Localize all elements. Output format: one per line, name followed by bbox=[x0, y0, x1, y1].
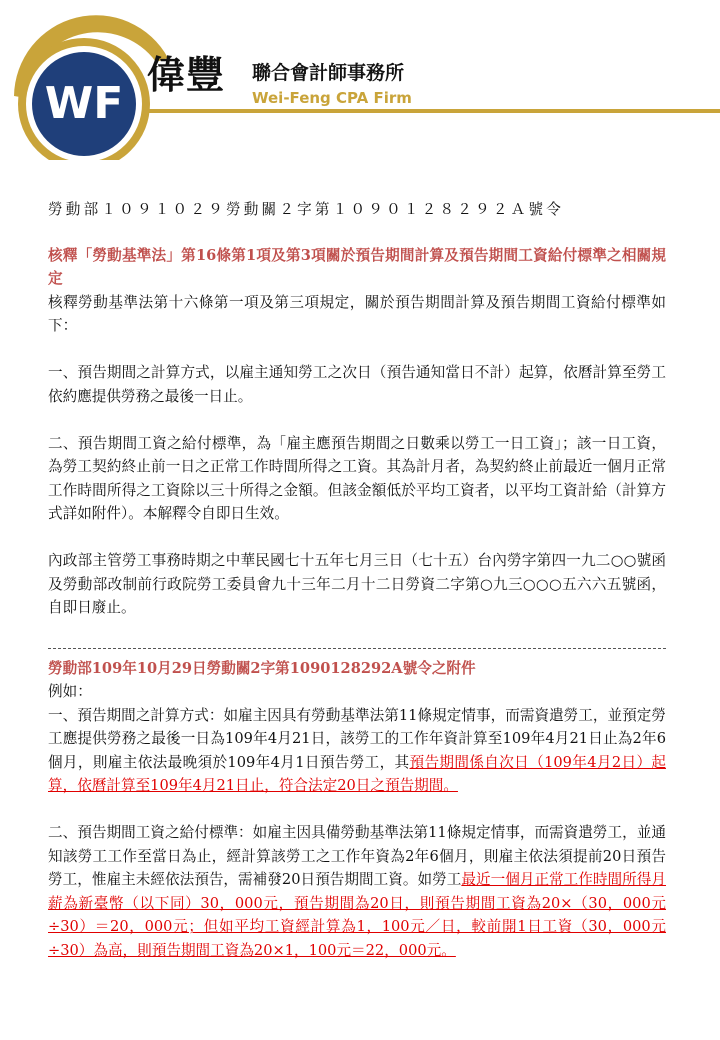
brand-subtitle-chinese: 聯合會計師事務所 bbox=[252, 62, 405, 84]
document-number: 勞動部１０９１０２９勞動關２字第１０９０１２８２９２Ａ號令 bbox=[48, 201, 565, 218]
item-1-paragraph: 一、預告期間之計算方式，以雇主通知勞工之次日（預告通知當日不計）起算，依曆計算至勞工依約應提供勞務之最後一日止。 bbox=[48, 364, 666, 405]
example-1-text: 一、預告期間之計算方式：如雇主因具有勞動基準法第11條規定情事，而需資遣勞工，並預定勞工應提供勞務之最後一日為109年4月21日，該勞工的工作年資計算至109年4月21日止為2年6個月，則雇主依法最晚須於109年4月1日預告勞工，其 bbox=[48, 706, 666, 771]
repeal-paragraph: 內政部主管勞工事務時期之中華民國七十五年七月三日（七十五）台內勞字第四一九二○○號函及勞動部改制前行政院勞工委員會九十三年二月十二日勞資二字第○九三○○○五六六五號函，自即日廢止。 bbox=[48, 552, 666, 616]
separator-line bbox=[48, 648, 666, 649]
example-label: 例如： bbox=[48, 683, 92, 700]
item-2-paragraph: 二、預告期間工資之給付標準，為「雇主應預告期間之日數乘以勞工一日工資」；該一日工資，為勞工契約終止前一日之正常工作時間所得之工資。其為計月者，為契約終止前最近一個月正常工作時間所得之工資除以三十所得之金額。但該金額低於平均工資者，以平均工資計給（計算方式詳如附件）。本解釋令自即日生效。 bbox=[48, 434, 666, 522]
example-2-highlight: 最近一個月正常工作時間所得月薪為新臺幣（以下同）30，000元，預告期間為20日，則預告期間工資為20×（30，000元÷30）＝20，000元；但如平均工資經計算為1，100元／日，較前開1日工資（30，000元÷30）為高，則預告期間工資為20×1，100元＝22，000元。 bbox=[48, 871, 666, 959]
letterhead bbox=[0, 0, 720, 160]
example-2-paragraph bbox=[48, 821, 666, 962]
intro-paragraph: 核釋勞動基準法第十六條第一項及第三項規定，關於預告期間計算及預告期間工資給付標準如下： bbox=[48, 293, 666, 334]
document-title: 核釋「勞動基準法」第16條第1項及第3項關於預告期間計算及預告期間工資給付標準之相關規定 bbox=[48, 246, 666, 287]
logo-text: WF bbox=[44, 78, 124, 129]
brand-name-chinese: 偉豐 bbox=[147, 53, 226, 97]
annex-title: 勞動部109年10月29日勞動關2字第1090128292A號令之附件 bbox=[48, 659, 476, 677]
example-2-text: 二、預告期間工資之給付標準：如雇主因具備勞動基準法第11條規定情事，而需資遣勞工，並通知該勞工工作至當日為止，經計算該勞工之工作年資為2年6個月，則雇主依法須提前20日預告勞工，惟雇主未經依法預告，需補發20日預告期間工資。如勞工 bbox=[48, 824, 666, 888]
example-1-highlight: 預告期間係自次日（109年4月2日）起算，依曆計算至109年4月21日止，符合法定20日之預告期間。 bbox=[48, 753, 666, 794]
document-body bbox=[48, 198, 666, 962]
brand-name-english: Wei-Feng CPA Firm bbox=[252, 89, 412, 107]
example-1-paragraph bbox=[48, 704, 666, 798]
